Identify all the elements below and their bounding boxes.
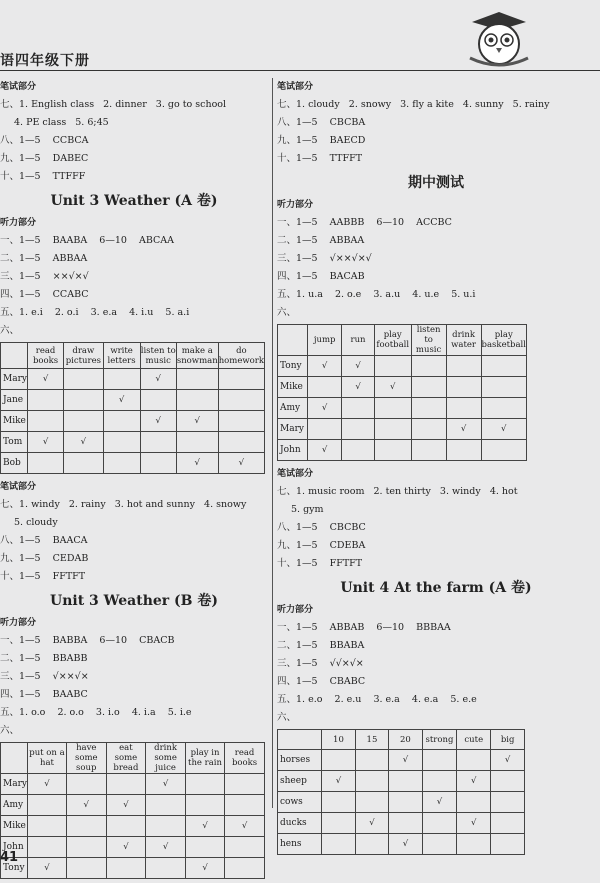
table-cell bbox=[322, 792, 355, 813]
table-row bbox=[1, 432, 265, 453]
unit-title: Unit 4 At the farm (A 卷) bbox=[340, 580, 532, 596]
row-label: Tom bbox=[1, 432, 28, 453]
column-header bbox=[278, 325, 308, 356]
table-cell bbox=[64, 411, 103, 432]
answer-line: 二、1—5 ABBAA bbox=[277, 235, 365, 246]
row-label: Mike bbox=[1, 816, 28, 837]
answer-line: 二、1—5 ABBAA bbox=[0, 253, 88, 264]
table-cell bbox=[27, 390, 63, 411]
table-cell: √ bbox=[491, 750, 525, 771]
left-column bbox=[0, 78, 268, 883]
column-header: do homework bbox=[218, 343, 264, 369]
section-heading: 笔试部分 bbox=[277, 469, 314, 479]
answer-line: 十、1—5 TTFFT bbox=[277, 153, 363, 164]
answer-line: 七、1. music room 2. ten thirty 3. windy 4. hot bbox=[277, 486, 518, 497]
table-cell: √ bbox=[106, 837, 146, 858]
row-label: Mary bbox=[1, 774, 28, 795]
section-heading: 听力部分 bbox=[277, 605, 314, 615]
column-header: strong bbox=[422, 730, 457, 750]
column-header bbox=[1, 743, 28, 774]
table-cell bbox=[411, 356, 446, 377]
table-cell bbox=[342, 398, 375, 419]
table-cell bbox=[411, 398, 446, 419]
table-cell: √ bbox=[308, 356, 342, 377]
row-label: ducks bbox=[278, 813, 322, 834]
answer-line: 十、1—5 TTFFF bbox=[0, 171, 86, 182]
table-cell bbox=[103, 453, 140, 474]
column-header: draw pictures bbox=[64, 343, 103, 369]
answer-line: 三、1—5 √√×√× bbox=[277, 658, 364, 669]
answer-line: 六、 bbox=[0, 325, 20, 336]
row-label: Jane bbox=[1, 390, 28, 411]
table-cell bbox=[140, 453, 176, 474]
answer-line: 八、1—5 BAACA bbox=[0, 535, 88, 546]
column-header: make a snowman bbox=[176, 343, 218, 369]
table-cell: √ bbox=[355, 813, 388, 834]
table-cell: √ bbox=[446, 419, 481, 440]
table-header-row bbox=[1, 743, 265, 774]
row-label: John bbox=[278, 440, 308, 461]
table-cell bbox=[342, 440, 375, 461]
table-cell bbox=[27, 837, 66, 858]
column-header: play in the rain bbox=[185, 743, 224, 774]
answer-line: 一、1—5 AABBB 6—10 ACCBC bbox=[277, 217, 452, 228]
answer-line: 五、1. e.i 2. o.i 3. e.a 4. i.u 5. a.i bbox=[0, 307, 190, 318]
table-cell bbox=[481, 398, 526, 419]
table-cell bbox=[103, 432, 140, 453]
table-cell bbox=[218, 369, 264, 390]
table-cell: √ bbox=[140, 411, 176, 432]
table-row bbox=[278, 834, 525, 855]
table-cell bbox=[446, 398, 481, 419]
table-header-row bbox=[278, 730, 525, 750]
table-cell bbox=[355, 792, 388, 813]
column-header: run bbox=[342, 325, 375, 356]
row-label: Tony bbox=[1, 858, 28, 879]
answer-line: 四、1—5 BACAB bbox=[277, 271, 365, 282]
answer-line: 六、 bbox=[277, 712, 297, 723]
table-cell: √ bbox=[27, 858, 66, 879]
answer-line: 八、1—5 CBCBC bbox=[277, 522, 366, 533]
answer-line: 5. cloudy bbox=[14, 517, 58, 528]
table-cell bbox=[355, 750, 388, 771]
table-cell: √ bbox=[225, 816, 265, 837]
table-row bbox=[278, 440, 527, 461]
unit-title: Unit 3 Weather (A 卷) bbox=[50, 193, 218, 209]
table-cell bbox=[374, 356, 411, 377]
row-label: Mary bbox=[278, 419, 308, 440]
table-cell bbox=[225, 774, 265, 795]
table-cell bbox=[481, 377, 526, 398]
table-cell bbox=[106, 774, 146, 795]
section-title: 期中测试 bbox=[408, 175, 464, 191]
answer-line: 四、1—5 BAABC bbox=[0, 689, 88, 700]
table-cell: √ bbox=[308, 440, 342, 461]
column-header: big bbox=[491, 730, 525, 750]
table-cell bbox=[218, 432, 264, 453]
table-cell bbox=[27, 453, 63, 474]
table-header-row bbox=[278, 325, 527, 356]
answer-line: 一、1—5 BABBA 6—10 CBACB bbox=[0, 635, 175, 646]
answer-table bbox=[0, 742, 265, 879]
table-cell: √ bbox=[64, 432, 103, 453]
table-row bbox=[278, 750, 525, 771]
table-cell bbox=[389, 792, 422, 813]
table-row bbox=[1, 816, 265, 837]
table-cell bbox=[446, 356, 481, 377]
section-heading: 笔试部分 bbox=[0, 82, 37, 92]
section-heading: 笔试部分 bbox=[0, 482, 37, 492]
column-header: drink water bbox=[446, 325, 481, 356]
table-header-row bbox=[1, 343, 265, 369]
table-cell bbox=[66, 816, 106, 837]
table-cell: √ bbox=[140, 369, 176, 390]
table-cell bbox=[374, 398, 411, 419]
table-cell bbox=[176, 432, 218, 453]
row-label: John bbox=[1, 837, 28, 858]
table-cell bbox=[185, 795, 224, 816]
table-cell bbox=[176, 390, 218, 411]
table-cell: √ bbox=[103, 390, 140, 411]
answer-line: 七、1. English class 2. dinner 3. go to school bbox=[0, 99, 227, 110]
answer-line: 五、1. e.o 2. e.u 3. e.a 4. e.a 5. e.e bbox=[277, 694, 477, 705]
row-label: Amy bbox=[278, 398, 308, 419]
column-header: 10 bbox=[322, 730, 355, 750]
column-header: listen to music bbox=[411, 325, 446, 356]
answer-line: 九、1—5 CDEBA bbox=[277, 540, 366, 551]
page-header bbox=[0, 0, 600, 80]
table-cell: √ bbox=[422, 792, 457, 813]
table-cell bbox=[225, 795, 265, 816]
column-header: jump bbox=[308, 325, 342, 356]
table-row bbox=[278, 356, 527, 377]
table-cell: √ bbox=[27, 369, 63, 390]
table-cell bbox=[66, 774, 106, 795]
table-cell bbox=[27, 795, 66, 816]
table-cell bbox=[342, 419, 375, 440]
table-row bbox=[278, 813, 525, 834]
column-header: drink some juice bbox=[146, 743, 186, 774]
table-cell bbox=[481, 440, 526, 461]
table-cell: √ bbox=[146, 774, 186, 795]
table-cell bbox=[106, 858, 146, 879]
table-cell bbox=[389, 813, 422, 834]
answer-line: 七、1. windy 2. rainy 3. hot and sunny 4. snowy bbox=[0, 499, 247, 510]
table-cell bbox=[103, 411, 140, 432]
table-cell bbox=[146, 795, 186, 816]
answer-line: 四、1—5 CCABC bbox=[0, 289, 89, 300]
table-row bbox=[278, 419, 527, 440]
answer-line: 5. gym bbox=[291, 504, 324, 515]
table-cell bbox=[355, 834, 388, 855]
table-cell: √ bbox=[342, 356, 375, 377]
table-cell: √ bbox=[106, 795, 146, 816]
table-cell bbox=[491, 792, 525, 813]
table-cell bbox=[446, 377, 481, 398]
table-row bbox=[1, 390, 265, 411]
table-cell bbox=[422, 771, 457, 792]
table-cell bbox=[140, 390, 176, 411]
table-cell bbox=[422, 750, 457, 771]
table-row bbox=[1, 774, 265, 795]
table-cell: √ bbox=[27, 774, 66, 795]
column-header: listen to music bbox=[140, 343, 176, 369]
answer-line: 七、1. cloudy 2. snowy 3. fly a kite 4. sunny 5. rainy bbox=[277, 99, 550, 110]
table-cell bbox=[64, 369, 103, 390]
table-cell bbox=[146, 816, 186, 837]
table-cell bbox=[225, 837, 265, 858]
right-column bbox=[277, 78, 595, 859]
table-cell bbox=[146, 858, 186, 879]
row-label: Bob bbox=[1, 453, 28, 474]
table-row bbox=[1, 453, 265, 474]
table-row bbox=[278, 771, 525, 792]
table-cell bbox=[491, 771, 525, 792]
column-header: 20 bbox=[389, 730, 422, 750]
table-cell bbox=[355, 771, 388, 792]
table-cell: √ bbox=[457, 813, 491, 834]
section-heading: 听力部分 bbox=[277, 200, 314, 210]
table-cell: √ bbox=[176, 411, 218, 432]
answer-line: 二、1—5 BBABB bbox=[0, 653, 88, 664]
column-header: play football bbox=[374, 325, 411, 356]
answer-line: 九、1—5 DABEC bbox=[0, 153, 89, 164]
table-row bbox=[278, 377, 527, 398]
table-cell bbox=[103, 369, 140, 390]
table-cell bbox=[185, 837, 224, 858]
section-heading: 笔试部分 bbox=[277, 82, 314, 92]
table-cell: √ bbox=[185, 816, 224, 837]
column-header: eat some bread bbox=[106, 743, 146, 774]
table-cell bbox=[411, 440, 446, 461]
table-cell bbox=[422, 813, 457, 834]
answer-table bbox=[277, 729, 525, 855]
column-header: read books bbox=[27, 343, 63, 369]
table-cell bbox=[66, 837, 106, 858]
table-cell: √ bbox=[322, 771, 355, 792]
answer-line: 二、1—5 BBABA bbox=[277, 640, 365, 651]
table-cell: √ bbox=[66, 795, 106, 816]
table-row bbox=[1, 837, 265, 858]
table-cell: √ bbox=[374, 377, 411, 398]
table-cell bbox=[389, 771, 422, 792]
answer-line: 三、1—5 ××√×√ bbox=[0, 271, 89, 282]
table-cell bbox=[491, 813, 525, 834]
answer-line: 九、1—5 CEDAB bbox=[0, 553, 89, 564]
section-heading: 听力部分 bbox=[0, 218, 37, 228]
table-row bbox=[1, 795, 265, 816]
column-header: play basketball bbox=[481, 325, 526, 356]
table-cell bbox=[374, 440, 411, 461]
table-cell bbox=[411, 419, 446, 440]
header-rule bbox=[0, 70, 600, 71]
table-cell bbox=[176, 369, 218, 390]
table-cell bbox=[411, 377, 446, 398]
answer-line: 三、1—5 √××√×√ bbox=[277, 253, 372, 264]
table-row bbox=[1, 369, 265, 390]
answer-line: 一、1—5 ABBAB 6—10 BBBAA bbox=[277, 622, 451, 633]
table-cell: √ bbox=[389, 750, 422, 771]
table-cell bbox=[374, 419, 411, 440]
table-cell bbox=[225, 858, 265, 879]
answer-table bbox=[277, 324, 527, 461]
column-header bbox=[1, 343, 28, 369]
answer-line: 六、 bbox=[0, 725, 20, 736]
table-cell bbox=[457, 792, 491, 813]
table-cell: √ bbox=[176, 453, 218, 474]
answer-line: 八、1—5 CBCBA bbox=[277, 117, 366, 128]
table-cell: √ bbox=[27, 432, 63, 453]
table-cell bbox=[322, 813, 355, 834]
cartoon-owl-logo-icon bbox=[466, 8, 532, 68]
table-cell: √ bbox=[457, 771, 491, 792]
table-cell bbox=[481, 356, 526, 377]
row-label: cows bbox=[278, 792, 322, 813]
table-row bbox=[278, 398, 527, 419]
unit-title: Unit 3 Weather (B 卷) bbox=[50, 593, 218, 609]
table-row bbox=[1, 411, 265, 432]
answer-line: 一、1—5 BAABA 6—10 ABCAA bbox=[0, 235, 175, 246]
column-header: cute bbox=[457, 730, 491, 750]
row-label: horses bbox=[278, 750, 322, 771]
table-cell bbox=[106, 816, 146, 837]
answer-line: 四、1—5 CBABC bbox=[277, 676, 366, 687]
table-cell bbox=[140, 432, 176, 453]
answer-line: 五、1. u.a 2. o.e 3. a.u 4. u.e 5. u.i bbox=[277, 289, 476, 300]
column-header bbox=[278, 730, 322, 750]
table-cell bbox=[322, 834, 355, 855]
answer-line: 十、1—5 FFTFT bbox=[277, 558, 363, 569]
column-header: put on a hat bbox=[27, 743, 66, 774]
table-row bbox=[1, 858, 265, 879]
answer-line: 4. PE class 5. 6;45 bbox=[14, 117, 109, 128]
row-label: Mary bbox=[1, 369, 28, 390]
table-cell bbox=[308, 377, 342, 398]
table-row bbox=[278, 792, 525, 813]
table-cell bbox=[66, 858, 106, 879]
table-cell: √ bbox=[389, 834, 422, 855]
column-header: 15 bbox=[355, 730, 388, 750]
answer-line: 五、1. o.o 2. o.o 3. i.o 4. i.a 5. i.e bbox=[0, 707, 192, 718]
table-cell bbox=[422, 834, 457, 855]
column-divider bbox=[272, 78, 273, 808]
table-cell: √ bbox=[185, 858, 224, 879]
table-cell bbox=[64, 390, 103, 411]
table-cell bbox=[446, 440, 481, 461]
row-label: hens bbox=[278, 834, 322, 855]
answer-line: 十、1—5 FFTFT bbox=[0, 571, 86, 582]
table-cell bbox=[27, 411, 63, 432]
book-title: 语四年级下册 bbox=[0, 53, 90, 69]
table-cell: √ bbox=[481, 419, 526, 440]
page-number: 41 bbox=[0, 850, 19, 865]
table-cell bbox=[218, 411, 264, 432]
table-cell bbox=[491, 834, 525, 855]
column-header: read books bbox=[225, 743, 265, 774]
answer-line: 三、1—5 √××√× bbox=[0, 671, 89, 682]
row-label: sheep bbox=[278, 771, 322, 792]
answer-line: 八、1—5 CCBCA bbox=[0, 135, 89, 146]
table-cell bbox=[457, 834, 491, 855]
row-label: Tony bbox=[278, 356, 308, 377]
section-heading: 听力部分 bbox=[0, 618, 37, 628]
table-cell bbox=[457, 750, 491, 771]
table-cell bbox=[27, 816, 66, 837]
table-cell bbox=[64, 453, 103, 474]
table-cell bbox=[308, 419, 342, 440]
row-label: Mike bbox=[1, 411, 28, 432]
table-cell: √ bbox=[146, 837, 186, 858]
answer-table bbox=[0, 342, 265, 474]
column-header: have some soup bbox=[66, 743, 106, 774]
table-cell: √ bbox=[218, 453, 264, 474]
table-cell: √ bbox=[308, 398, 342, 419]
table-cell bbox=[322, 750, 355, 771]
answer-line: 九、1—5 BAECD bbox=[277, 135, 366, 146]
table-cell bbox=[218, 390, 264, 411]
row-label: Amy bbox=[1, 795, 28, 816]
table-cell bbox=[185, 774, 224, 795]
answer-line: 六、 bbox=[277, 307, 297, 318]
row-label: Mike bbox=[278, 377, 308, 398]
table-cell: √ bbox=[342, 377, 375, 398]
column-header: write letters bbox=[103, 343, 140, 369]
